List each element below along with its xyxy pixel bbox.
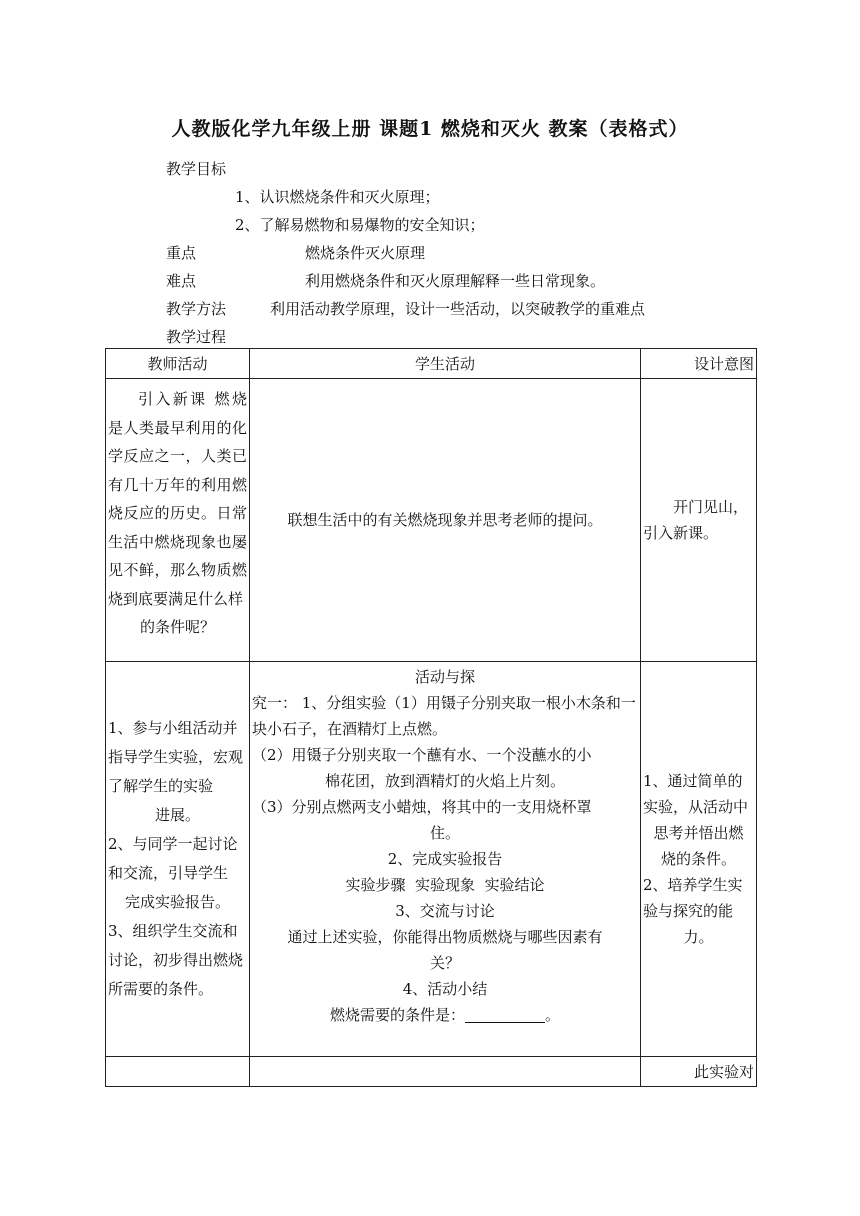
activity-teacher-cell xyxy=(106,662,250,1057)
header-design-intent: 设计意图 xyxy=(641,349,757,379)
intro-teacher-cell xyxy=(106,379,250,662)
table-row xyxy=(106,1057,757,1087)
condition-suffix: 。 xyxy=(545,1006,561,1024)
experiment-step-3: （3）分别点燃两支小蜡烛，将其中的一支用烧杯罩 xyxy=(252,798,592,816)
condition-line xyxy=(252,1002,638,1028)
inquiry-text: 究一： 1、分组实验（1）用镊子分别夹取一根小木条和一块小石子，在酒精灯上点燃。 xyxy=(252,694,636,738)
discussion-question-end: 关？ xyxy=(429,954,460,972)
method-value: 利用活动教学原理，设计一些活动，以突破教学的重难点 xyxy=(270,300,646,318)
intro-student-cell xyxy=(250,379,641,662)
experiment-step-2: （2）用镊子分别夹取一个蘸有水、一个没蘸水的小 xyxy=(252,746,592,764)
key-point-label: 重点 xyxy=(166,244,197,262)
experiment-step-2-end: 棉花团，放到酒精灯的火焰上片刻。 xyxy=(324,772,565,790)
page-title: 人教版化学九年级上册 课题1 燃烧和灭火 教案（表格式） xyxy=(171,118,689,140)
teacher-step-2-end: 完成实验报告。 xyxy=(124,893,230,911)
objective-item-2: 2、了解易燃物和易爆物的安全知识； xyxy=(235,216,485,234)
difficulty-label: 难点 xyxy=(166,272,197,290)
report-heading: 2、完成实验报告 xyxy=(387,850,503,868)
table-row xyxy=(106,662,757,1057)
intro-teacher-last-line: 的条件呢？ xyxy=(139,618,215,636)
row3-intent-cell xyxy=(641,1057,757,1087)
method-label: 教学方法 xyxy=(166,300,227,318)
activity-student-cell xyxy=(250,662,641,1057)
table-header-row xyxy=(106,349,757,379)
intro-intent-text: 开门见山，引入新课。 xyxy=(643,498,749,542)
intent-item-1: 1、通过简单的实验，从活动中 xyxy=(643,772,749,816)
header-student-activity: 学生活动 xyxy=(250,349,641,379)
lesson-table xyxy=(105,348,757,1087)
report-columns: 实验步骤 实验现象 实验结论 xyxy=(345,876,545,894)
key-point-value: 燃烧条件灭火原理 xyxy=(305,244,426,262)
header-teacher-activity: 教师活动 xyxy=(106,349,250,379)
objectives-heading: 教学目标 xyxy=(166,160,227,178)
intent-item-2: 2、培养学生实验与探究的能 xyxy=(643,876,743,920)
row3-teacher-cell xyxy=(106,1057,250,1087)
process-heading: 教学过程 xyxy=(166,328,227,346)
row3-student-cell xyxy=(250,1057,641,1087)
condition-prefix: 燃烧需要的条件是： xyxy=(329,1006,465,1024)
teacher-step-1-end: 进展。 xyxy=(154,806,200,824)
intent-item-1-end: 烧的条件。 xyxy=(660,850,736,868)
summary-heading: 4、活动小结 xyxy=(402,980,488,998)
condition-blank xyxy=(465,1006,545,1023)
row3-intent-text: 此实验对 xyxy=(693,1062,754,1081)
activity-intent-cell xyxy=(641,662,757,1057)
intent-item-2-end: 力。 xyxy=(683,928,714,946)
objective-item-1: 1、认识燃烧条件和灭火原理； xyxy=(235,188,440,206)
intro-teacher-text: 引入新课 燃烧是人类最早利用的化学反应之一，人类已有几十万年的利用燃烧反应的历史。日常生活中燃烧现象也屡见不鲜，那么物质燃烧到底要满足什么样 xyxy=(108,390,247,608)
experiment-step-3-end: 住。 xyxy=(429,824,460,842)
discussion-question: 通过上述实验，你能得出物质燃烧与哪些因素有 xyxy=(287,928,603,946)
teacher-step-3: 3、组织学生交流和讨论，初步得出燃烧所需要的条件。 xyxy=(108,922,244,998)
intro-intent-cell xyxy=(641,379,757,662)
teacher-step-1: 1、参与小组活动并指导学生实验，宏观了解学生的实验 xyxy=(108,719,244,795)
table-row xyxy=(106,379,757,662)
intro-student-text: 联想生活中的有关燃烧现象并思考老师的提问。 xyxy=(287,511,603,529)
activity-heading: 活动与探 xyxy=(414,668,475,686)
difficulty-value: 利用燃烧条件和灭火原理解释一些日常现象。 xyxy=(305,272,606,290)
intent-item-1-mid: 思考并悟出燃 xyxy=(653,824,744,842)
discussion-heading: 3、交流与讨论 xyxy=(395,902,495,920)
teacher-step-2: 2、与同学一起讨论和交流，引导学生 xyxy=(108,835,238,882)
